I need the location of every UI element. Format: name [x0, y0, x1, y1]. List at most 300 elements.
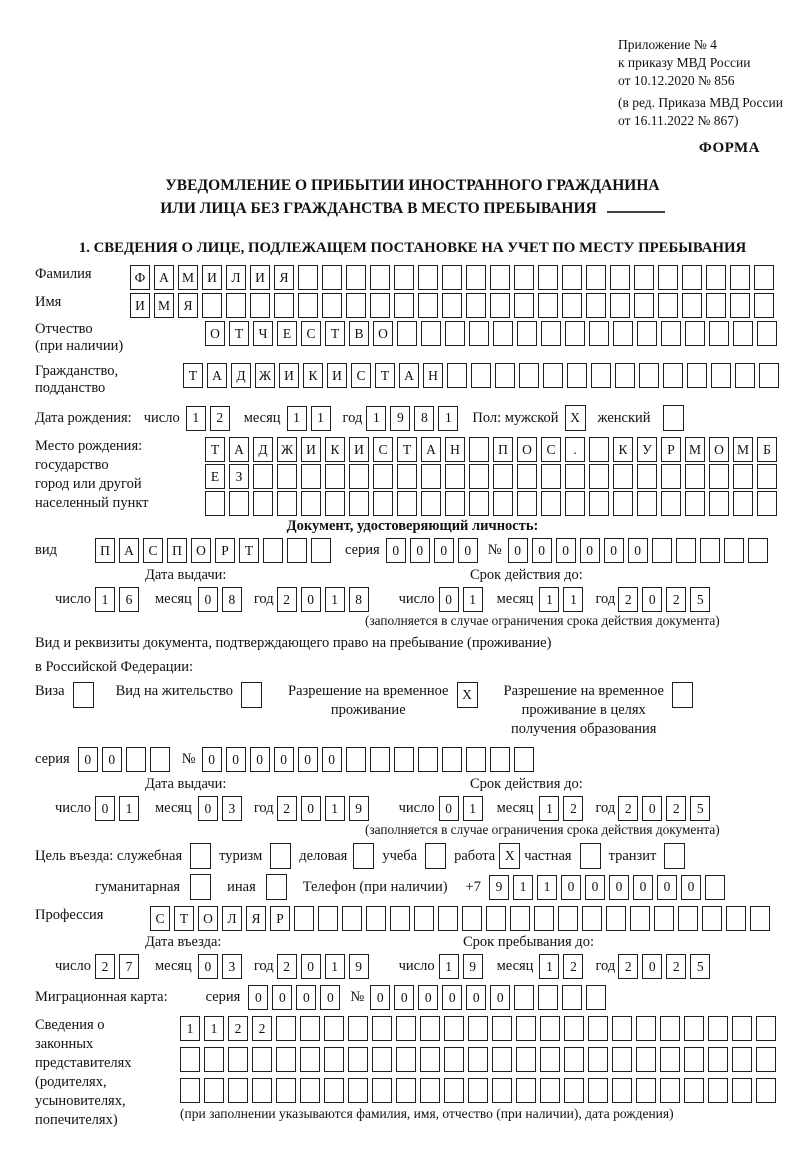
given-name-row1-cell[interactable] [442, 293, 462, 318]
patronymic-row1-cell[interactable]: Ч [253, 321, 273, 346]
legal-representatives-row2-cell[interactable] [660, 1047, 680, 1072]
doc-type-series-number-cell[interactable] [724, 538, 744, 563]
patronymic-row1-cell[interactable] [565, 321, 585, 346]
given-name-row1-cell[interactable] [730, 293, 750, 318]
legal-representatives-row2-cell[interactable] [228, 1047, 248, 1072]
given-name-row1-cell[interactable] [634, 293, 654, 318]
patronymic-row1-cell[interactable] [757, 321, 777, 346]
profession-row1-cell[interactable] [654, 906, 674, 931]
permit-issue-validity-dates-cell[interactable]: 0 [642, 796, 662, 821]
legal-representatives-row3-cell[interactable] [660, 1078, 680, 1103]
permit-issue-validity-dates-cell[interactable]: 0 [95, 796, 115, 821]
migration-card-cell[interactable] [586, 985, 606, 1010]
doc-type-series-number-cell[interactable]: Р [215, 538, 235, 563]
legal-representatives-row3-cell[interactable] [636, 1078, 656, 1103]
citizenship-row1-cell[interactable] [639, 363, 659, 388]
purpose-other-checkbox[interactable] [266, 874, 287, 900]
birth-place-row3-cell[interactable] [685, 491, 705, 516]
surname-row1-cell[interactable]: Л [226, 265, 246, 290]
doc-type-series-number-cell[interactable] [287, 538, 307, 563]
given-name-row1-cell[interactable] [586, 293, 606, 318]
permit-series-number-cell[interactable] [490, 747, 510, 772]
citizenship-row1-cell[interactable] [543, 363, 563, 388]
legal-representatives-row2-cell[interactable] [348, 1047, 368, 1072]
birth-place-row2-cell[interactable] [661, 464, 681, 489]
legal-representatives-row3-cell[interactable] [324, 1078, 344, 1103]
legal-representatives-row1-cell[interactable]: 1 [180, 1016, 200, 1041]
legal-representatives-row2-cell[interactable] [372, 1047, 392, 1072]
given-name-row1-cell[interactable] [538, 293, 558, 318]
legal-representatives-row3-cell[interactable] [708, 1078, 728, 1103]
given-name-row1-cell[interactable] [706, 293, 726, 318]
doc-issue-validity-dates-cell[interactable]: 6 [119, 587, 139, 612]
surname-row1-cell[interactable] [514, 265, 534, 290]
purpose-extra-phone-cell[interactable]: 1 [513, 875, 533, 900]
residence-permit-checkbox[interactable] [241, 682, 262, 708]
doc-type-series-number-cell[interactable] [311, 538, 331, 563]
legal-representatives-row3-cell[interactable] [588, 1078, 608, 1103]
patronymic-row1-cell[interactable] [469, 321, 489, 346]
surname-row1-cell[interactable] [322, 265, 342, 290]
patronymic-row1-cell[interactable]: В [349, 321, 369, 346]
permit-series-number-cell[interactable]: 0 [202, 747, 222, 772]
birth-place-row2-cell[interactable] [709, 464, 729, 489]
profession-row1-cell[interactable]: Я [246, 906, 266, 931]
birth-place-row2-cell[interactable] [421, 464, 441, 489]
profession-row1-cell[interactable] [678, 906, 698, 931]
citizenship-row1-cell[interactable] [735, 363, 755, 388]
entry-stay-dates-cell[interactable]: 1 [539, 954, 559, 979]
citizenship-row1-cell[interactable] [615, 363, 635, 388]
citizenship-row1-cell[interactable] [663, 363, 683, 388]
profession-row1-cell[interactable] [726, 906, 746, 931]
patronymic-row1-cell[interactable]: Т [229, 321, 249, 346]
birth-place-row2-cell[interactable] [397, 464, 417, 489]
legal-representatives-row2-cell[interactable] [420, 1047, 440, 1072]
citizenship-row1-cell[interactable] [447, 363, 467, 388]
legal-representatives-row2-cell[interactable] [636, 1047, 656, 1072]
entry-stay-dates-cell[interactable]: 9 [463, 954, 483, 979]
birth-place-row1-cell[interactable]: С [373, 437, 393, 462]
birth-place-row3-cell[interactable] [301, 491, 321, 516]
permit-issue-validity-dates-cell[interactable]: 1 [119, 796, 139, 821]
doc-type-series-number-cell[interactable] [652, 538, 672, 563]
doc-issue-validity-dates-cell[interactable]: 5 [690, 587, 710, 612]
doc-type-series-number-cell[interactable]: 0 [458, 538, 478, 563]
profession-row1-cell[interactable] [750, 906, 770, 931]
profession-row1-cell[interactable] [510, 906, 530, 931]
entry-stay-dates-cell[interactable]: 0 [642, 954, 662, 979]
birth-place-row1-cell[interactable] [469, 437, 489, 462]
legal-representatives-row2-cell[interactable] [732, 1047, 752, 1072]
entry-stay-dates-cell[interactable]: 2 [563, 954, 583, 979]
purpose-transit-checkbox[interactable] [664, 843, 685, 869]
doc-issue-validity-dates-cell[interactable]: 2 [277, 587, 297, 612]
patronymic-row1-cell[interactable] [685, 321, 705, 346]
profession-row1-cell[interactable] [438, 906, 458, 931]
permit-issue-validity-dates-cell[interactable]: 0 [439, 796, 459, 821]
entry-stay-dates-cell[interactable]: 9 [349, 954, 369, 979]
legal-representatives-row1-cell[interactable]: 1 [204, 1016, 224, 1041]
legal-representatives-row2-cell[interactable] [588, 1047, 608, 1072]
birth-place-row3-cell[interactable] [661, 491, 681, 516]
patronymic-row1-cell[interactable]: С [301, 321, 321, 346]
given-name-row1-cell[interactable]: Я [178, 293, 198, 318]
patronymic-row1-cell[interactable] [637, 321, 657, 346]
surname-row1-cell[interactable] [466, 265, 486, 290]
permit-issue-validity-dates-cell[interactable]: 2 [277, 796, 297, 821]
temporary-residence-checkbox[interactable]: X [457, 682, 478, 708]
profession-row1-cell[interactable]: Т [174, 906, 194, 931]
profession-row1-cell[interactable]: Л [222, 906, 242, 931]
given-name-row1-cell[interactable] [274, 293, 294, 318]
legal-representatives-row2-cell[interactable] [564, 1047, 584, 1072]
entry-stay-dates-cell[interactable]: 1 [325, 954, 345, 979]
legal-representatives-row3-cell[interactable] [300, 1078, 320, 1103]
legal-representatives-row2-cell[interactable] [612, 1047, 632, 1072]
surname-row1-cell[interactable] [442, 265, 462, 290]
migration-card-cell[interactable]: 0 [296, 985, 316, 1010]
patronymic-row1-cell[interactable] [517, 321, 537, 346]
surname-row1-cell[interactable]: Ф [130, 265, 150, 290]
citizenship-row1-cell[interactable]: А [399, 363, 419, 388]
legal-representatives-row2-cell[interactable] [756, 1047, 776, 1072]
surname-row1-cell[interactable] [346, 265, 366, 290]
migration-card-cell[interactable]: 0 [272, 985, 292, 1010]
birth-place-row1-cell[interactable]: Н [445, 437, 465, 462]
given-name-row1-cell[interactable] [754, 293, 774, 318]
purpose-extra-phone-cell[interactable]: 9 [489, 875, 509, 900]
birth-place-row1-cell[interactable]: О [517, 437, 537, 462]
given-name-row1-cell[interactable] [562, 293, 582, 318]
birth-place-row3-cell[interactable] [421, 491, 441, 516]
birth-place-row1-cell[interactable]: Т [205, 437, 225, 462]
legal-representatives-row3-cell[interactable] [540, 1078, 560, 1103]
given-name-row1-cell[interactable] [298, 293, 318, 318]
birth-place-row1-cell[interactable]: У [637, 437, 657, 462]
permit-series-number-cell[interactable] [370, 747, 390, 772]
doc-type-series-number-cell[interactable]: 0 [434, 538, 454, 563]
birth-place-row2-cell[interactable] [757, 464, 777, 489]
legal-representatives-row3-cell[interactable] [612, 1078, 632, 1103]
legal-representatives-row1-cell[interactable] [756, 1016, 776, 1041]
legal-representatives-row3-cell[interactable] [396, 1078, 416, 1103]
patronymic-row1-cell[interactable] [445, 321, 465, 346]
birth-place-row3-cell[interactable] [469, 491, 489, 516]
legal-representatives-row1-cell[interactable] [636, 1016, 656, 1041]
given-name-row1-cell[interactable] [682, 293, 702, 318]
doc-type-series-number-cell[interactable]: А [119, 538, 139, 563]
birth-place-row2-cell[interactable] [253, 464, 273, 489]
surname-row1-cell[interactable] [706, 265, 726, 290]
doc-type-series-number-cell[interactable]: 0 [508, 538, 528, 563]
given-name-row1-cell[interactable] [418, 293, 438, 318]
birth-place-row1-cell[interactable]: М [733, 437, 753, 462]
purpose-work-checkbox[interactable]: X [499, 843, 520, 869]
surname-row1-cell[interactable]: И [202, 265, 222, 290]
surname-row1-cell[interactable] [682, 265, 702, 290]
legal-representatives-row1-cell[interactable] [348, 1016, 368, 1041]
surname-row1-cell[interactable] [658, 265, 678, 290]
education-residence-checkbox[interactable] [672, 682, 693, 708]
given-name-row1-cell[interactable] [658, 293, 678, 318]
citizenship-row1-cell[interactable] [471, 363, 491, 388]
purpose-humanitarian-checkbox[interactable] [190, 874, 211, 900]
birth-place-row2-cell[interactable] [277, 464, 297, 489]
profession-row1-cell[interactable] [558, 906, 578, 931]
purpose-extra-phone-cell[interactable]: 1 [537, 875, 557, 900]
citizenship-row1-cell[interactable]: Т [375, 363, 395, 388]
doc-type-series-number-cell[interactable]: О [191, 538, 211, 563]
birth-place-row2-cell[interactable]: З [229, 464, 249, 489]
citizenship-row1-cell[interactable] [759, 363, 779, 388]
birth-place-row3-cell[interactable] [205, 491, 225, 516]
permit-series-number-cell[interactable]: 0 [102, 747, 122, 772]
patronymic-row1-cell[interactable] [661, 321, 681, 346]
birth-place-row2-cell[interactable] [517, 464, 537, 489]
legal-representatives-row3-cell[interactable] [228, 1078, 248, 1103]
migration-card-cell[interactable]: 0 [320, 985, 340, 1010]
legal-representatives-row2-cell[interactable] [708, 1047, 728, 1072]
legal-representatives-row1-cell[interactable] [420, 1016, 440, 1041]
citizenship-row1-cell[interactable]: И [279, 363, 299, 388]
profession-row1-cell[interactable] [318, 906, 338, 931]
birth-place-row2-cell[interactable] [541, 464, 561, 489]
surname-row1-cell[interactable] [562, 265, 582, 290]
legal-representatives-row3-cell[interactable] [420, 1078, 440, 1103]
birth-place-row2-cell[interactable] [733, 464, 753, 489]
birth-place-row1-cell[interactable]: С [541, 437, 561, 462]
birth-date-sex-cell[interactable]: 1 [366, 406, 386, 431]
surname-row1-cell[interactable]: И [250, 265, 270, 290]
legal-representatives-row3-cell[interactable] [180, 1078, 200, 1103]
legal-representatives-row3-cell[interactable] [204, 1078, 224, 1103]
patronymic-row1-cell[interactable] [709, 321, 729, 346]
given-name-row1-cell[interactable] [466, 293, 486, 318]
doc-issue-validity-dates-cell[interactable]: 0 [642, 587, 662, 612]
birth-place-row2-cell[interactable]: Е [205, 464, 225, 489]
purpose-extra-phone-cell[interactable]: 0 [657, 875, 677, 900]
doc-type-series-number-cell[interactable]: 0 [532, 538, 552, 563]
legal-representatives-row3-cell[interactable] [756, 1078, 776, 1103]
doc-issue-validity-dates-cell[interactable]: 1 [95, 587, 115, 612]
birth-place-row1-cell[interactable]: Д [253, 437, 273, 462]
permit-issue-validity-dates-cell[interactable]: 5 [690, 796, 710, 821]
patronymic-row1-cell[interactable]: Е [277, 321, 297, 346]
permit-issue-validity-dates-cell[interactable]: 1 [325, 796, 345, 821]
doc-type-series-number-cell[interactable]: 0 [604, 538, 624, 563]
permit-issue-validity-dates-cell[interactable]: 0 [198, 796, 218, 821]
citizenship-row1-cell[interactable]: Т [183, 363, 203, 388]
doc-type-series-number-cell[interactable]: 0 [556, 538, 576, 563]
birth-place-row1-cell[interactable] [589, 437, 609, 462]
doc-issue-validity-dates-cell[interactable]: 8 [222, 587, 242, 612]
birth-date-sex-cell[interactable]: 2 [210, 406, 230, 431]
profession-row1-cell[interactable]: О [198, 906, 218, 931]
permit-issue-validity-dates-cell[interactable]: 9 [349, 796, 369, 821]
patronymic-row1-cell[interactable] [541, 321, 561, 346]
purpose-extra-phone-cell[interactable] [705, 875, 725, 900]
surname-row1-cell[interactable] [394, 265, 414, 290]
legal-representatives-row1-cell[interactable]: 2 [228, 1016, 248, 1041]
legal-representatives-row2-cell[interactable] [468, 1047, 488, 1072]
legal-representatives-row3-cell[interactable] [444, 1078, 464, 1103]
doc-type-series-number-cell[interactable] [700, 538, 720, 563]
permit-issue-validity-dates-cell[interactable]: 1 [463, 796, 483, 821]
surname-row1-cell[interactable] [538, 265, 558, 290]
birth-place-row1-cell[interactable]: А [229, 437, 249, 462]
entry-stay-dates-cell[interactable]: 2 [277, 954, 297, 979]
legal-representatives-row2-cell[interactable] [204, 1047, 224, 1072]
birth-place-row1-cell[interactable]: А [421, 437, 441, 462]
given-name-row1-cell[interactable]: М [154, 293, 174, 318]
visa-checkbox[interactable] [73, 682, 94, 708]
legal-representatives-row3-cell[interactable] [516, 1078, 536, 1103]
legal-representatives-row2-cell[interactable] [684, 1047, 704, 1072]
citizenship-row1-cell[interactable]: С [351, 363, 371, 388]
profession-row1-cell[interactable] [534, 906, 554, 931]
profession-row1-cell[interactable] [342, 906, 362, 931]
citizenship-row1-cell[interactable]: Н [423, 363, 443, 388]
migration-card-cell[interactable] [538, 985, 558, 1010]
birth-place-row1-cell[interactable]: М [685, 437, 705, 462]
doc-issue-validity-dates-cell[interactable]: 2 [666, 587, 686, 612]
citizenship-row1-cell[interactable]: А [207, 363, 227, 388]
legal-representatives-row3-cell[interactable] [684, 1078, 704, 1103]
surname-row1-cell[interactable] [490, 265, 510, 290]
legal-representatives-row2-cell[interactable] [516, 1047, 536, 1072]
patronymic-row1-cell[interactable] [589, 321, 609, 346]
patronymic-row1-cell[interactable] [493, 321, 513, 346]
doc-type-series-number-cell[interactable]: Т [239, 538, 259, 563]
permit-issue-validity-dates-cell[interactable]: 3 [222, 796, 242, 821]
permit-series-number-cell[interactable] [442, 747, 462, 772]
birth-place-row2-cell[interactable] [565, 464, 585, 489]
given-name-row1-cell[interactable] [322, 293, 342, 318]
legal-representatives-row2-cell[interactable] [276, 1047, 296, 1072]
entry-stay-dates-cell[interactable]: 2 [666, 954, 686, 979]
birth-place-row2-cell[interactable] [301, 464, 321, 489]
purpose-private-checkbox[interactable] [580, 843, 601, 869]
given-name-row1-cell[interactable] [490, 293, 510, 318]
doc-type-series-number-cell[interactable]: 0 [410, 538, 430, 563]
legal-representatives-row2-cell[interactable] [324, 1047, 344, 1072]
migration-card-cell[interactable]: 0 [466, 985, 486, 1010]
legal-representatives-row3-cell[interactable] [468, 1078, 488, 1103]
purpose-business-checkbox[interactable] [353, 843, 374, 869]
legal-representatives-row1-cell[interactable] [492, 1016, 512, 1041]
citizenship-row1-cell[interactable] [567, 363, 587, 388]
migration-card-cell[interactable]: 0 [442, 985, 462, 1010]
permit-series-number-cell[interactable]: 0 [78, 747, 98, 772]
birth-place-row1-cell[interactable]: П [493, 437, 513, 462]
legal-representatives-row1-cell[interactable] [444, 1016, 464, 1041]
doc-issue-validity-dates-cell[interactable]: 0 [439, 587, 459, 612]
doc-type-series-number-cell[interactable]: 0 [386, 538, 406, 563]
doc-issue-validity-dates-cell[interactable]: 1 [539, 587, 559, 612]
birth-place-row1-cell[interactable]: . [565, 437, 585, 462]
birth-date-sex-cell[interactable]: 9 [390, 406, 410, 431]
birth-date-sex-cell[interactable]: 8 [414, 406, 434, 431]
birth-date-sex-cell[interactable]: 1 [186, 406, 206, 431]
citizenship-row1-cell[interactable] [687, 363, 707, 388]
birth-place-row1-cell[interactable]: Б [757, 437, 777, 462]
migration-card-cell[interactable]: 0 [248, 985, 268, 1010]
birth-place-row1-cell[interactable]: К [613, 437, 633, 462]
profession-row1-cell[interactable] [390, 906, 410, 931]
permit-series-number-cell[interactable] [466, 747, 486, 772]
birth-place-row1-cell[interactable]: И [301, 437, 321, 462]
entry-stay-dates-cell[interactable]: 3 [222, 954, 242, 979]
citizenship-row1-cell[interactable] [591, 363, 611, 388]
citizenship-row1-cell[interactable]: К [303, 363, 323, 388]
permit-series-number-cell[interactable] [150, 747, 170, 772]
permit-series-number-cell[interactable] [418, 747, 438, 772]
doc-issue-validity-dates-cell[interactable]: 2 [618, 587, 638, 612]
birth-place-row3-cell[interactable] [637, 491, 657, 516]
birth-date-sex-cell[interactable]: 1 [438, 406, 458, 431]
legal-representatives-row1-cell[interactable] [732, 1016, 752, 1041]
birth-place-row2-cell[interactable] [445, 464, 465, 489]
birth-place-row2-cell[interactable] [613, 464, 633, 489]
profession-row1-cell[interactable] [462, 906, 482, 931]
migration-card-cell[interactable]: 0 [490, 985, 510, 1010]
given-name-row1-cell[interactable] [346, 293, 366, 318]
legal-representatives-row3-cell[interactable] [372, 1078, 392, 1103]
profession-row1-cell[interactable] [366, 906, 386, 931]
citizenship-row1-cell[interactable] [711, 363, 731, 388]
surname-row1-cell[interactable] [370, 265, 390, 290]
entry-stay-dates-cell[interactable]: 0 [301, 954, 321, 979]
purpose-extra-phone-cell[interactable]: 0 [585, 875, 605, 900]
doc-type-series-number-cell[interactable] [263, 538, 283, 563]
birth-place-row3-cell[interactable] [709, 491, 729, 516]
surname-row1-cell[interactable] [610, 265, 630, 290]
patronymic-row1-cell[interactable] [613, 321, 633, 346]
legal-representatives-row3-cell[interactable] [252, 1078, 272, 1103]
permit-series-number-cell[interactable]: 0 [250, 747, 270, 772]
given-name-row1-cell[interactable] [202, 293, 222, 318]
legal-representatives-row1-cell[interactable] [612, 1016, 632, 1041]
given-name-row1-cell[interactable] [394, 293, 414, 318]
permit-series-number-cell[interactable] [514, 747, 534, 772]
legal-representatives-row1-cell[interactable] [324, 1016, 344, 1041]
permit-series-number-cell[interactable] [126, 747, 146, 772]
permit-issue-validity-dates-cell[interactable]: 0 [301, 796, 321, 821]
legal-representatives-row2-cell[interactable] [492, 1047, 512, 1072]
doc-type-series-number-cell[interactable]: П [167, 538, 187, 563]
birth-date-sex-cell[interactable]: 1 [287, 406, 307, 431]
permit-series-number-cell[interactable]: 0 [226, 747, 246, 772]
surname-row1-cell[interactable]: М [178, 265, 198, 290]
legal-representatives-row1-cell[interactable] [468, 1016, 488, 1041]
patronymic-row1-cell[interactable] [733, 321, 753, 346]
given-name-row1-cell[interactable] [370, 293, 390, 318]
birth-place-row3-cell[interactable] [229, 491, 249, 516]
profession-row1-cell[interactable]: С [150, 906, 170, 931]
doc-issue-validity-dates-cell[interactable]: 0 [198, 587, 218, 612]
permit-issue-validity-dates-cell[interactable]: 1 [539, 796, 559, 821]
surname-row1-cell[interactable] [634, 265, 654, 290]
permit-issue-validity-dates-cell[interactable]: 2 [666, 796, 686, 821]
doc-issue-validity-dates-cell[interactable]: 0 [301, 587, 321, 612]
sex-male-checkbox[interactable]: X [565, 405, 586, 431]
profession-row1-cell[interactable] [582, 906, 602, 931]
legal-representatives-row2-cell[interactable] [540, 1047, 560, 1072]
birth-place-row1-cell[interactable]: Ж [277, 437, 297, 462]
purpose-extra-phone-cell[interactable]: 0 [681, 875, 701, 900]
birth-place-row3-cell[interactable] [613, 491, 633, 516]
